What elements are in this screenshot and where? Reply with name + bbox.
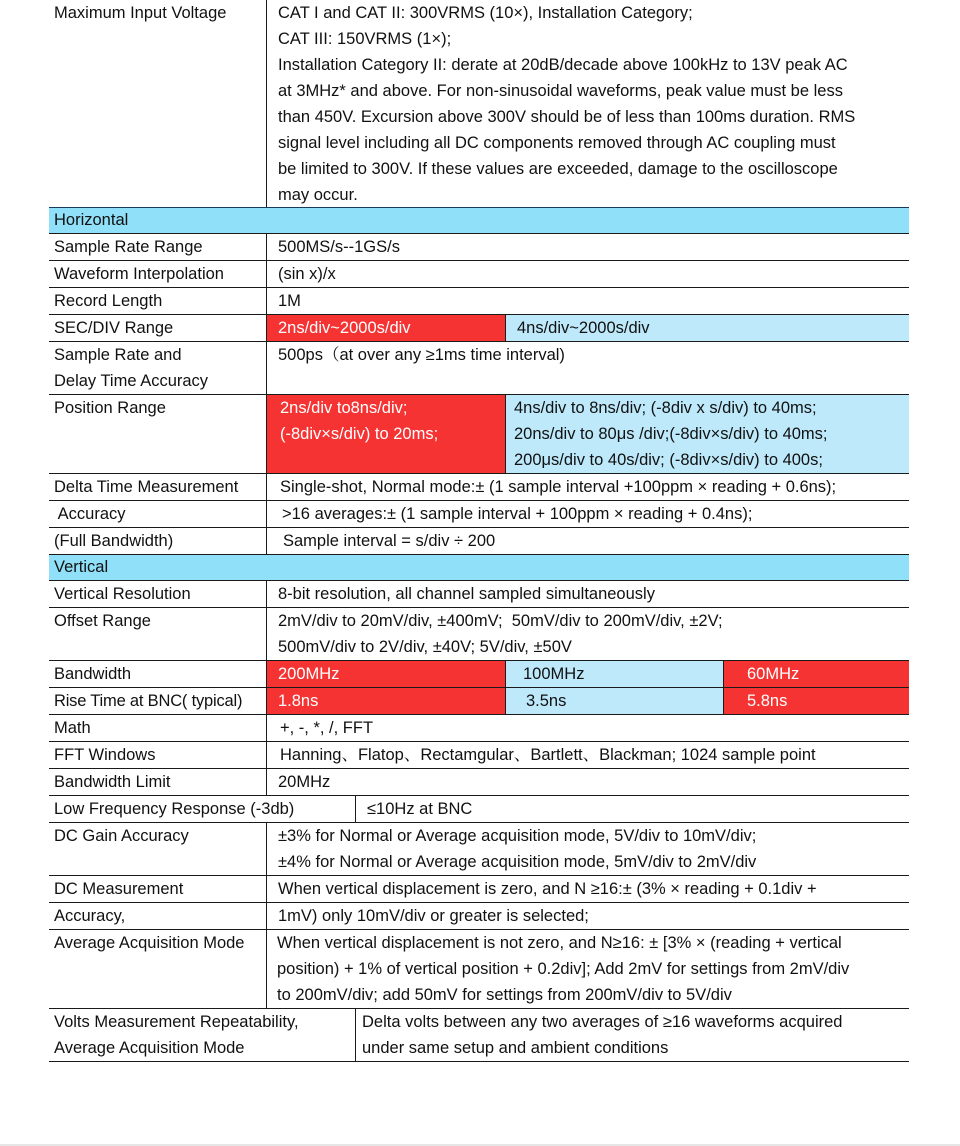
value-delta-time-averages: >16 averages:± (1 sample interval + 100ppm × reading + 0.4ns); [282, 505, 753, 523]
label-dc-measurement: DC Measurement [49, 876, 267, 902]
value-bandwidth [267, 661, 909, 687]
row-record-length [49, 288, 909, 315]
text-line: position) + 1% of vertical position + 0.2div]; Add 2mV for settings from 2mV/div [277, 960, 850, 978]
value-fft-windows: Hanning、Flatop、Rectamgular、Bartlett、Blackman; 1024 sample point [280, 746, 816, 764]
text-line: 500mV/div to 2V/div, ±40V; 5V/div, ±50V [278, 638, 572, 656]
value-position-range [267, 395, 909, 473]
label-line: Volts Measurement Repeatability, [54, 1013, 299, 1031]
label-vertical-resolution: Vertical Resolution [49, 581, 267, 607]
label-line: Sample Rate and [54, 346, 182, 364]
row-low-frequency-response [49, 796, 909, 823]
label-full-bandwidth: (Full Bandwidth) [49, 528, 267, 554]
text-line: 2mV/div to 20mV/div, ±400mV; 50mV/div to 200mV/div, ±2V; [278, 612, 723, 630]
value-sec-div-100mhz: 4ns/div~2000s/div [506, 315, 909, 341]
row-max-input-voltage [49, 0, 909, 208]
row-waveform-interpolation [49, 261, 909, 288]
value-dc-gain-accuracy [267, 823, 909, 875]
text-line: 4ns/div to 8ns/div; (-8div x s/div) to 40ms; [514, 399, 817, 417]
text-line: ±3% for Normal or Average acquisition mode, 5V/div to 10mV/div; [278, 827, 757, 845]
value-volts-repeatability [356, 1009, 909, 1061]
row-fft-windows [49, 742, 909, 769]
text-line: 20ns/div to 80μs /div;(-8div×s/div) to 40ms; [514, 425, 828, 443]
value-sec-div-range [267, 315, 909, 341]
text-line: Installation Category II: derate at 20dB/decade above 100kHz to 13V peak AC [278, 56, 848, 74]
row-offset-range [49, 608, 909, 661]
text-line: Delta volts between any two averages of ≥16 waveforms acquired [362, 1013, 843, 1031]
text-line: CAT I and CAT II: 300VRMS (10×), Installation Category; [278, 4, 693, 22]
row-volts-repeatability [49, 1009, 909, 1062]
value-math: +, -, *, /, FFT [280, 719, 374, 737]
row-sec-div-range [49, 315, 909, 342]
value-low-frequency-response: ≤10Hz at BNC [367, 800, 473, 818]
text-line: 200μs/div to 40s/div; (-8div×s/div) to 400s; [514, 451, 823, 469]
value-waveform-interpolation: (sin x)/x [278, 265, 336, 283]
spec-table [49, 0, 909, 1062]
label-sec-div-range: SEC/DIV Range [49, 315, 267, 341]
value-max-input-voltage [267, 0, 909, 207]
row-delta-time-2 [49, 501, 909, 528]
row-delta-time-1 [49, 474, 909, 501]
section-header-vertical: Vertical [49, 555, 909, 581]
label-average-acquisition-mode: Average Acquisition Mode [49, 930, 267, 1008]
text-line: signal level including all DC components removed through AC coupling must [278, 134, 836, 152]
value-sample-rate-delay-accuracy: 500ps（at over any ≥1ms time interval) [278, 346, 565, 364]
label-bandwidth-limit: Bandwidth Limit [49, 769, 267, 795]
text-line: to 200mV/div; add 50mV for settings from 200mV/div to 5V/div [277, 986, 732, 1004]
row-dc-gain-accuracy [49, 823, 909, 876]
value-bandwidth-60mhz: 60MHz [724, 661, 909, 687]
row-math [49, 715, 909, 742]
text-line: at 3MHz* and above. For non-sinusoidal waveforms, peak value must be less [278, 82, 843, 100]
label-low-frequency-response: Low Frequency Response (-3db) [49, 796, 356, 822]
section-header-horizontal: Horizontal [49, 208, 909, 234]
value-average-acquisition-mode [267, 930, 909, 1008]
label-line: Delay Time Accuracy [54, 372, 209, 390]
text-line: may occur. [278, 186, 358, 204]
row-bandwidth-limit [49, 769, 909, 796]
value-dc-measurement-2: 1mV) only 10mV/div or greater is selected; [278, 907, 589, 925]
label-delta-time-accuracy: Accuracy [49, 501, 267, 527]
value-record-length: 1M [278, 292, 301, 310]
label-waveform-interpolation: Waveform Interpolation [49, 261, 267, 287]
text-line: under same setup and ambient conditions [362, 1039, 669, 1057]
value-rise-time-60mhz: 5.8ns [724, 688, 909, 714]
text-line: (-8div×s/div) to 20ms; [280, 425, 439, 443]
label-sample-rate-delay-accuracy [49, 342, 267, 394]
label-record-length: Record Length [49, 288, 267, 314]
label-volts-repeatability [49, 1009, 356, 1061]
row-vertical-resolution [49, 581, 909, 608]
row-sample-rate-delay-accuracy [49, 342, 909, 395]
text-line: CAT III: 150VRMS (1×); [278, 30, 452, 48]
value-bandwidth-200mhz: 200MHz [267, 661, 506, 687]
label-bandwidth: Bandwidth [49, 661, 267, 687]
label-dc-gain-accuracy: DC Gain Accuracy [49, 823, 267, 875]
row-dc-measurement-1 [49, 876, 909, 903]
label-rise-time: Rise Time at BNC( typical) [49, 688, 267, 714]
value-sec-div-200mhz: 2ns/div~2000s/div [267, 315, 506, 341]
value-offset-range [267, 608, 909, 660]
text-line: than 450V. Excursion above 300V should be of less than 100ms duration. RMS [278, 108, 856, 126]
row-average-acquisition-mode [49, 930, 909, 1009]
row-bandwidth [49, 661, 909, 688]
label-fft-windows: FFT Windows [49, 742, 267, 768]
value-rise-time-200mhz: 1.8ns [267, 688, 506, 714]
text-line: When vertical displacement is not zero, and N≥16: ± [3% × (reading + vertical [277, 934, 842, 952]
row-sample-rate-range [49, 234, 909, 261]
value-rise-time-100mhz: 3.5ns [506, 688, 724, 714]
row-rise-time [49, 688, 909, 715]
label-delta-time-measurement: Delta Time Measurement [49, 474, 267, 500]
row-dc-measurement-2 [49, 903, 909, 930]
label-sample-rate-range: Sample Rate Range [49, 234, 267, 260]
text-line: ±4% for Normal or Average acquisition mode, 5mV/div to 2mV/div [278, 853, 757, 871]
row-delta-time-3 [49, 528, 909, 555]
label-max-input-voltage: Maximum Input Voltage [49, 0, 267, 207]
value-delta-time-single-shot: Single-shot, Normal mode:± (1 sample interval +100ppm × reading + 0.6ns); [280, 478, 837, 496]
value-vertical-resolution: 8-bit resolution, all channel sampled simultaneously [278, 585, 655, 603]
label-line: Average Acquisition Mode [54, 1039, 245, 1057]
label-math: Math [49, 715, 267, 741]
value-dc-measurement-1: When vertical displacement is zero, and N ≥16:± (3% × reading + 0.1div + [278, 880, 817, 898]
row-position-range [49, 395, 909, 474]
text-line: be limited to 300V. If these values are exceeded, damage to the oscilloscope [278, 160, 838, 178]
label-offset-range: Offset Range [49, 608, 267, 660]
value-bandwidth-limit: 20MHz [278, 773, 331, 791]
label-position-range: Position Range [49, 395, 267, 473]
value-rise-time [267, 688, 909, 714]
label-dc-measurement-accuracy: Accuracy, [49, 903, 267, 929]
value-position-range-200mhz [267, 395, 506, 473]
value-sample-interval: Sample interval = s/div ÷ 200 [283, 532, 496, 550]
text-line: 2ns/div to8ns/div; [280, 399, 408, 417]
value-sample-rate-range: 500MS/s--1GS/s [278, 238, 400, 256]
value-bandwidth-100mhz: 100MHz [506, 661, 724, 687]
value-position-range-100mhz [506, 395, 909, 473]
